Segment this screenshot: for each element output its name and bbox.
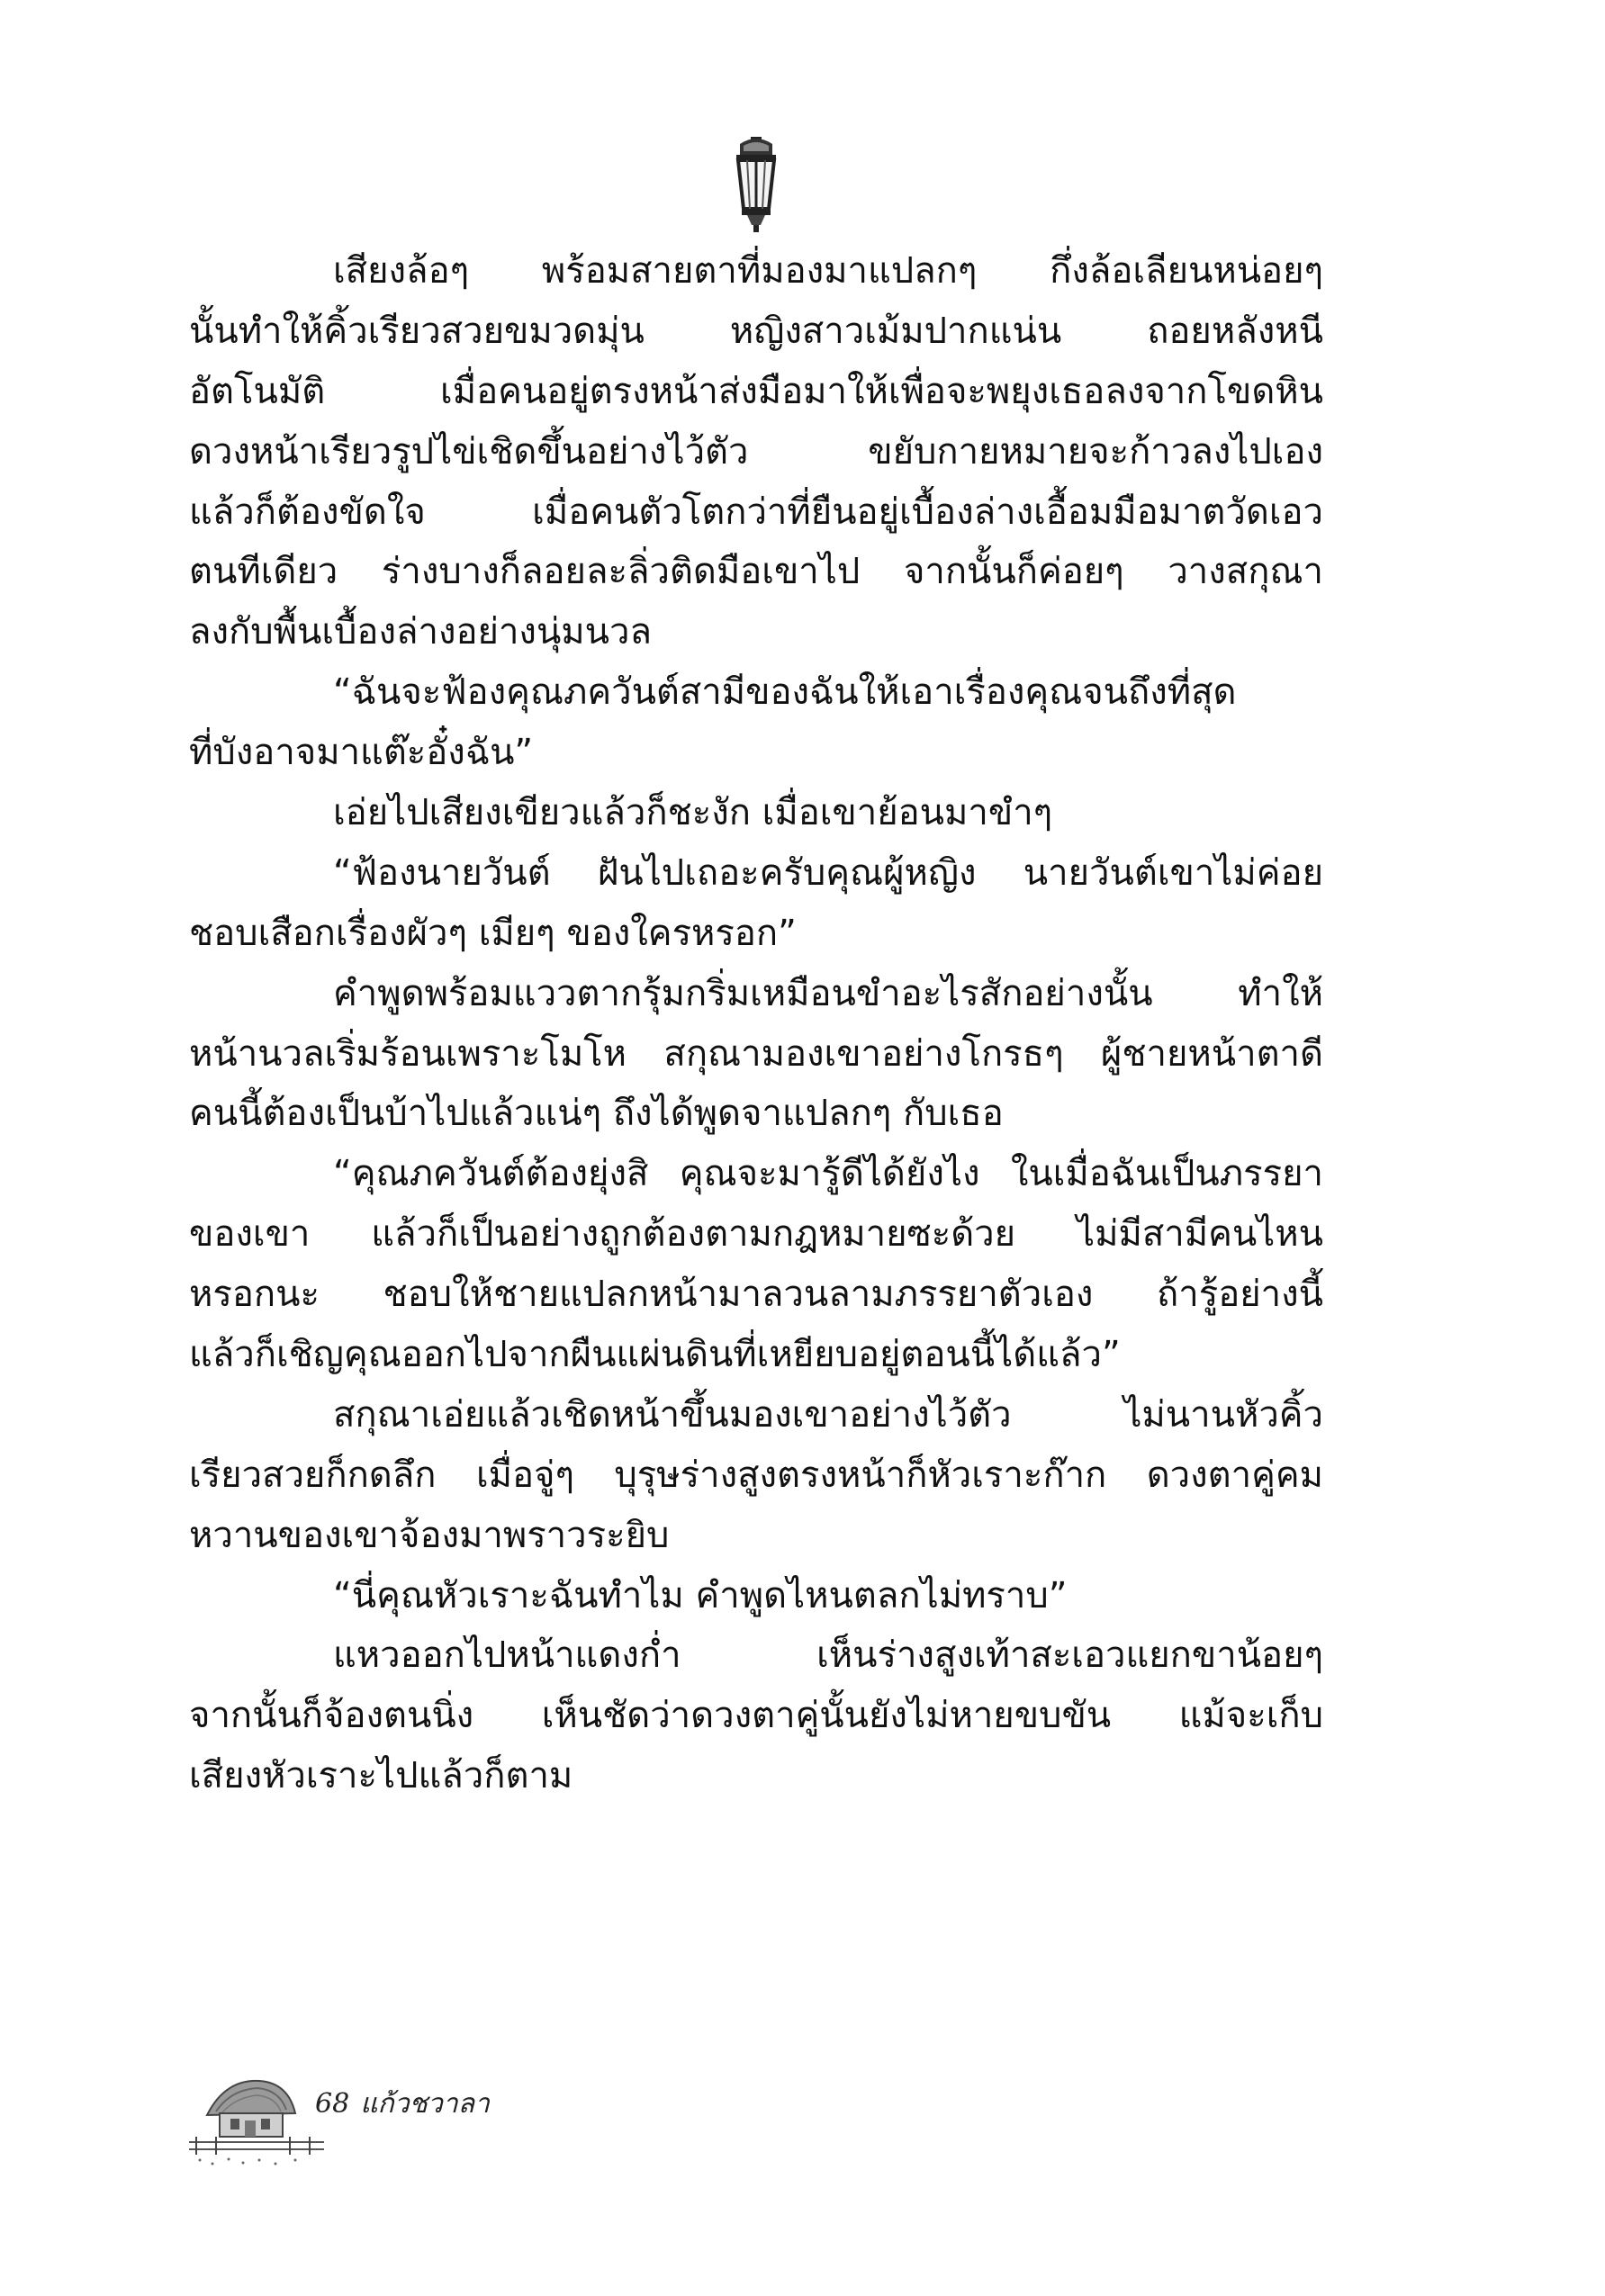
- text-line: ตนทีเดียว ร่างบางก็ลอยละลิ่วติดมือเขาไป จากนั้นก็ค่อยๆ วางสกุณา: [189, 551, 1323, 593]
- text-line: แหวออกไปหน้าแดงก่ำ เห็นร่างสูงเท้าสะเอวแยกขาน้อยๆ: [333, 1634, 1323, 1677]
- text-line: “ฉันจะฟ้องคุณภควันต์สามีของฉันให้เอาเรื่องคุณจนถึงที่สุด: [333, 671, 1237, 714]
- text-line: เสียงล้อๆ พร้อมสายตาที่มองมาแปลกๆ กึ่งล้อเลียนหน่อยๆ: [333, 250, 1323, 292]
- lantern-icon: [720, 135, 792, 234]
- text-line: “นี่คุณหัวเราะฉันทำไม คำพูดไหนตลกไม่ทราบ”: [333, 1574, 1068, 1616]
- text-line: ที่บังอาจมาแต๊ะอั๋งฉัน”: [189, 732, 534, 774]
- text-line: ชอบเสือกเรื่องผัวๆ เมียๆ ของใครหรอก”: [189, 912, 797, 954]
- text-line: “คุณภควันต์ต้องยุ่งสิ คุณจะมารู้ดีได้ยังไง ในเมื่อฉันเป็นภรรยา: [333, 1153, 1323, 1195]
- text-line: หวานของเขาจ้องมาพราวระยิบ: [189, 1514, 670, 1556]
- cottage-drawing-icon: [189, 2070, 324, 2169]
- text-line: หรอกนะ ชอบให้ชายแปลกหน้ามาลวนลามภรรยาตัวเอง ถ้ารู้อย่างนี้: [189, 1274, 1323, 1316]
- page-number: 68: [315, 2088, 350, 2120]
- text-line: “ฟ้องนายวันต์ ฝันไปเถอะครับคุณผู้หญิง นายวันต์เขาไม่ค่อย: [333, 851, 1323, 894]
- text-line: จากนั้นก็จ้องตนนิ่ง เห็นชัดว่าดวงตาคู่นั้นยังไม่หายขบขัน แม้จะเก็บ: [189, 1695, 1323, 1737]
- text-line: เรียวสวยก็กดลึก เมื่อจู่ๆ บุรุษร่างสูงตรงหน้าก็หัวเราะก๊าก ดวงตาคู่คม: [189, 1454, 1323, 1496]
- text-line: นั้นทำให้คิ้วเรียวสวยขมวดมุ่น หญิงสาวเม้มปากแน่น ถอยหลังหนี: [189, 310, 1323, 352]
- book-title: แก้วชวาลา: [360, 2088, 490, 2120]
- page-footer: [189, 2070, 639, 2169]
- text-line: คำพูดพร้อมแววตากรุ้มกริ่มเหมือนขำอะไรสักอย่างนั้น ทำให้: [333, 972, 1323, 1014]
- text-line: แล้วก็เชิญคุณออกไปจากผืนแผ่นดินที่เหยียบอยู่ตอนนี้ได้แล้ว”: [189, 1334, 1121, 1376]
- text-line: เสียงหัวเราะไปแล้วก็ตาม: [189, 1755, 573, 1797]
- text-line: คนนี้ต้องเป็นบ้าไปแล้วแน่ๆ ถึงได้พูดจาแปลกๆ กับเธอ: [189, 1093, 1004, 1135]
- text-line: ลงกับพื้นเบื้องล่างอย่างนุ่มนวล: [189, 611, 652, 653]
- text-line: เอ่ยไปเสียงเขียวแล้วก็ชะงัก เมื่อเขาย้อนมาขำๆ: [333, 792, 1053, 834]
- footer-caption: [315, 2083, 500, 2125]
- body-text: [189, 241, 1323, 1806]
- text-line: แล้วก็ต้องขัดใจ เมื่อคนตัวโตกว่าที่ยืนอยู่เบื้องล่างเอื้อมมือมาตวัดเอว: [189, 491, 1323, 533]
- text-line: สกุณาเอ่ยแล้วเชิดหน้าขึ้นมองเขาอย่างไว้ตัว ไม่นานหัวคิ้ว: [333, 1393, 1323, 1436]
- text-line: อัตโนมัติ เมื่อคนอยู่ตรงหน้าส่งมือมาให้เพื่อจะพยุงเธอลงจากโขดหิน: [189, 370, 1323, 412]
- text-line: ของเขา แล้วก็เป็นอย่างถูกต้องตามกฎหมายซะด้วย ไม่มีสามีคนไหน: [189, 1213, 1323, 1256]
- text-line: ดวงหน้าเรียวรูปไข่เชิดขึ้นอย่างไว้ตัว ขยับกายหมายจะก้าวลงไปเอง: [189, 430, 1323, 473]
- text-line: หน้านวลเริ่มร้อนเพราะโมโห สกุณามองเขาอย่างโกรธๆ ผู้ชายหน้าตาดี: [189, 1032, 1323, 1075]
